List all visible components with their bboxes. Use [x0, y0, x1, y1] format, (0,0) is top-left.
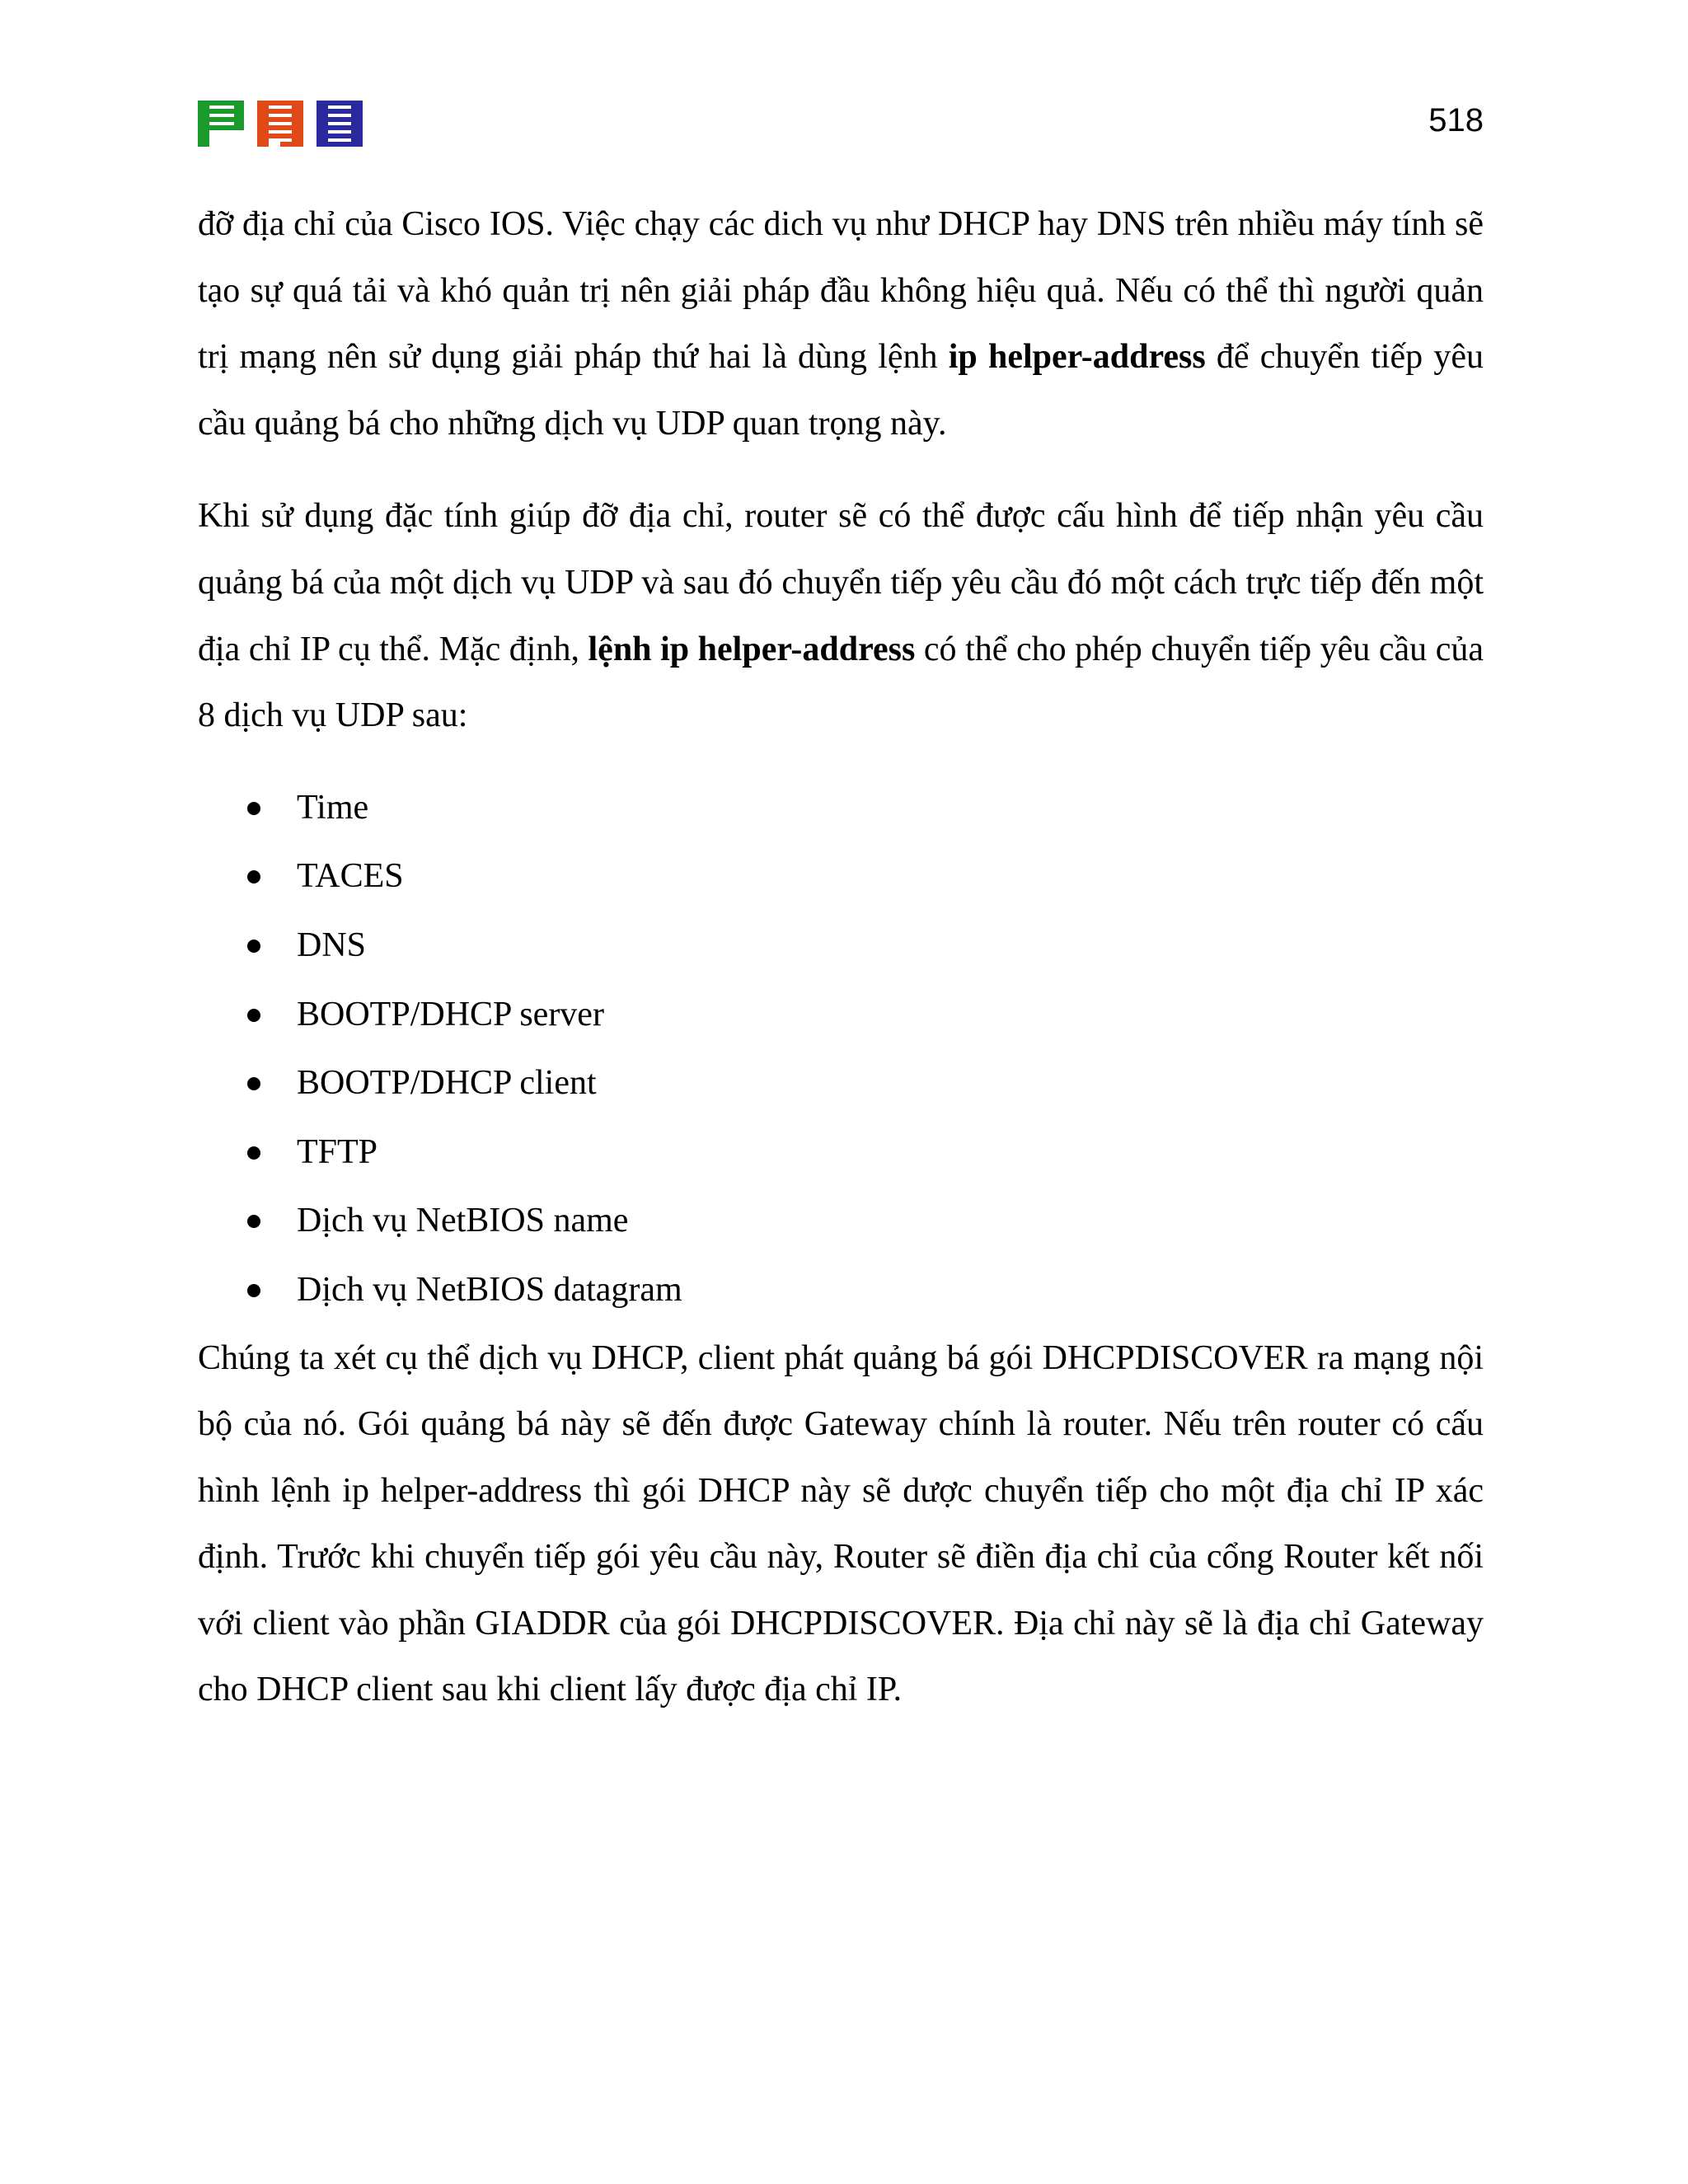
list-item [198, 912, 1484, 981]
list-item [198, 1187, 1484, 1256]
list-item [198, 842, 1484, 912]
bullet-icon [247, 1284, 260, 1297]
list-item [198, 1118, 1484, 1188]
paragraph-text: đỡ địa chỉ của Cisco IOS. Việc chạy các dich vụ như DHCP hay DNS trên nhiều máy tính sẽ tạo sự quá tải và khó quản trị nên giải pháp đầu không hiệu quả. Nếu có thể thì người quản trị mạng nên sử dụng giải pháp thứ hai là dùng lệnh [198, 205, 1484, 377]
pnh-striped-logo-icon [198, 101, 363, 147]
bullet-icon [247, 1215, 260, 1228]
list-item-label: DNS [297, 926, 367, 964]
paragraph-text: có thể cho phép chuyển tiếp yêu cầu của 8 dịch vụ UDP sau: [198, 630, 1484, 735]
paragraph-dhcp-relay: Chúng ta xét cụ thể dịch vụ DHCP, client phát quảng bá gói DHCPDISCOVER ra mạng nội bộ của nó. Gói quảng bá này sẽ đến được Gateway chính là router. Nếu trên router có cấu hình lệnh ip helper-address thì gói DHCP này sẽ dược chuyển tiếp cho một địa chỉ IP xác định. Trước khi chuyển tiếp gói yêu cầu này, Router sẽ điền địa chỉ của cổng Router kết nối với client vào phần GIADDR của gói DHCPDISCOVER. Địa chỉ này sẽ là địa chỉ Gateway cho DHCP client sau khi client lấy được địa chỉ IP. [198, 1338, 1484, 1709]
command-ip-helper-address: lệnh ip helper-address [588, 630, 916, 668]
bullet-icon [247, 1077, 260, 1090]
paragraph-text: Khi sử dụng đặc tính giúp đỡ địa chỉ, router sẽ có thể được cấu hình để tiếp nhận yêu cầu quảng bá của một dịch vụ UDP và sau đó chuyển tiếp yêu cầu đó một cách trực tiếp đến một địa chỉ IP cụ thể. Mặc định, [198, 497, 1484, 668]
bullet-icon [247, 870, 260, 883]
list-item-label: Dịch vụ NetBIOS datagram [297, 1270, 682, 1309]
main-content [198, 191, 1484, 1723]
command-ip-helper-address: ip helper-address [948, 338, 1206, 377]
list-item [198, 1256, 1484, 1325]
bullet-icon [247, 1146, 260, 1160]
paragraph-intro [198, 191, 1484, 457]
list-item-label: BOOTP/DHCP server [297, 995, 604, 1033]
list-item [198, 981, 1484, 1050]
udp-services-list [198, 774, 1484, 1325]
bullet-icon [247, 940, 260, 953]
list-item [198, 774, 1484, 843]
list-item-label: TACES [297, 857, 404, 896]
page-number: 518 [1428, 102, 1484, 138]
list-item [198, 1049, 1484, 1118]
list-item-label: Time [297, 788, 369, 827]
list-item-label: Dịch vụ NetBIOS name [297, 1202, 629, 1240]
list-item-label: TFTP [297, 1132, 378, 1171]
bullet-icon [247, 1009, 260, 1022]
bullet-icon [247, 802, 260, 815]
paragraph-text: để chuyển tiếp yêu cầu quảng bá cho những dịch vụ UDP quan trọng này. [198, 338, 1484, 443]
list-item-label: BOOTP/DHCP client [297, 1064, 597, 1103]
paragraph-helper-feature [198, 483, 1484, 748]
